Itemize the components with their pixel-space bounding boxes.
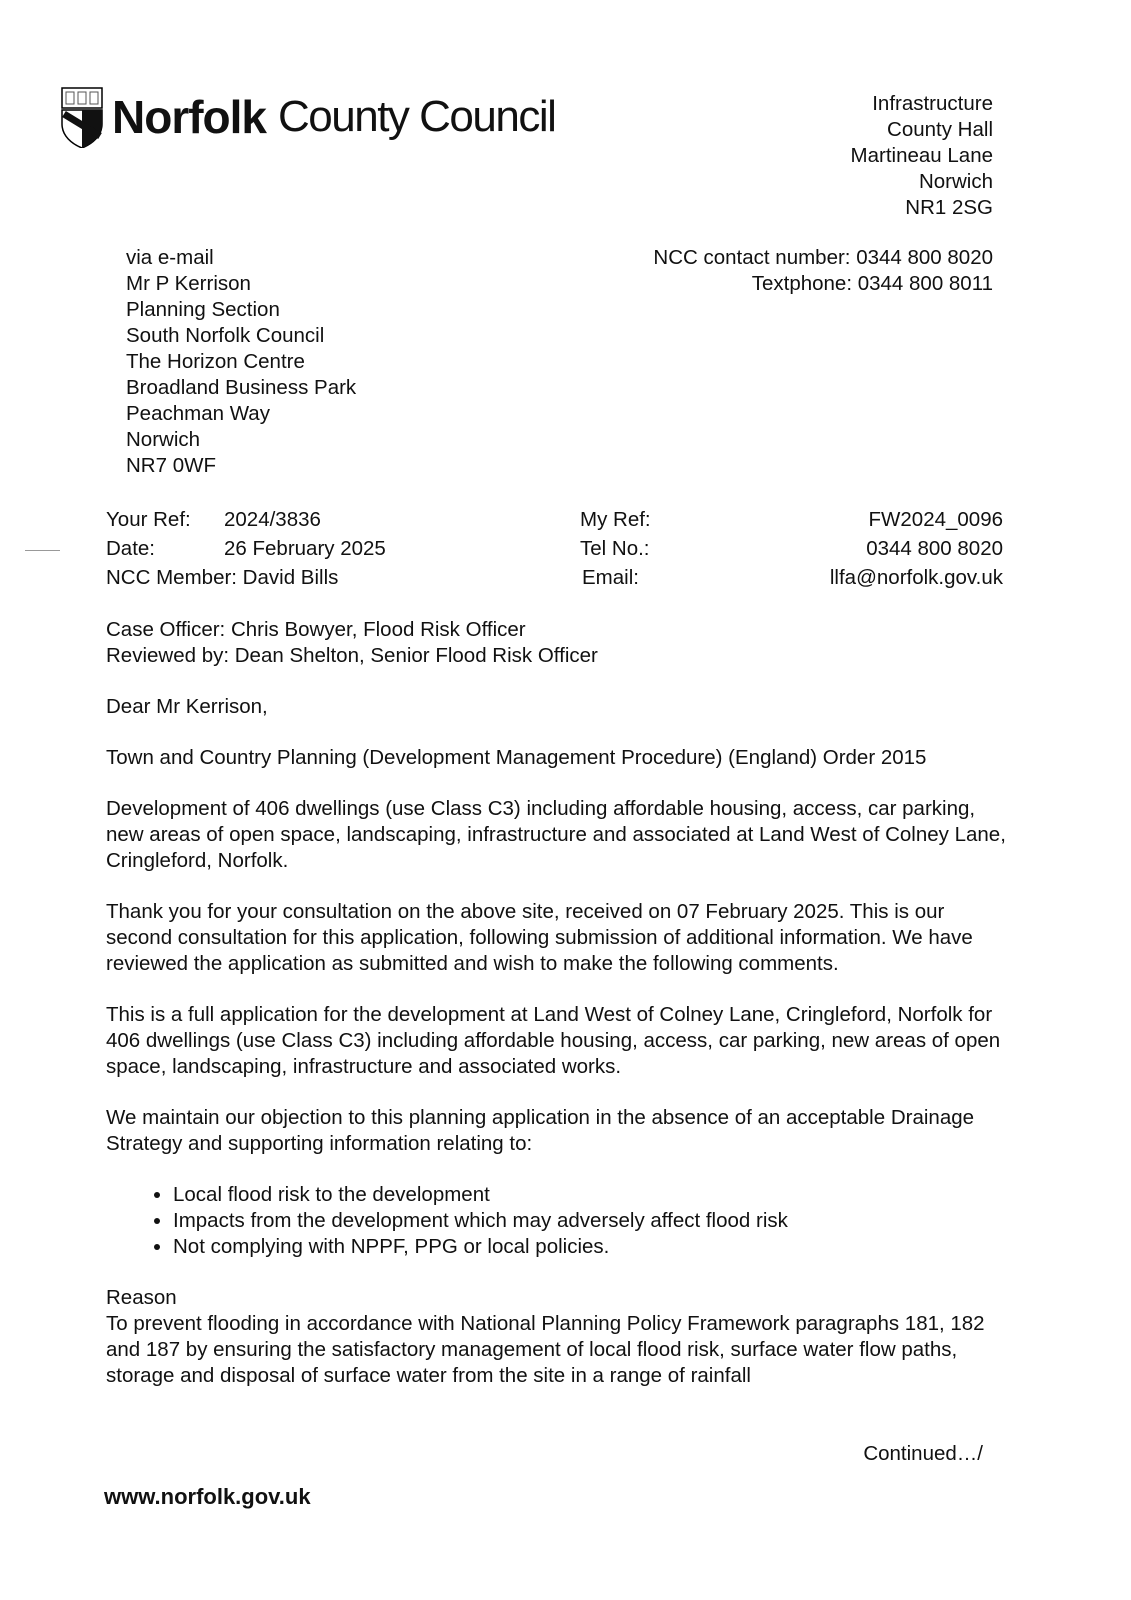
address-line: Peachman Way — [126, 402, 270, 425]
case-officer: Case Officer: Chris Bowyer, Flood Risk Officer — [106, 618, 526, 641]
logo-text-light: County Council — [278, 92, 556, 141]
address-line: Planning Section — [126, 298, 280, 321]
address-line: NR7 0WF — [126, 454, 216, 477]
salutation: Dear Mr Kerrison, — [106, 695, 268, 718]
sender-address — [851, 91, 993, 221]
date-value: 26 February 2025 — [224, 537, 386, 560]
my-ref-value: FW2024_0096 — [868, 508, 1003, 531]
reference-block — [106, 507, 1003, 594]
date-label: Date: — [106, 537, 155, 560]
tel-value: 0344 800 8020 — [866, 537, 1003, 560]
contact-numbers — [653, 245, 993, 297]
address-line: Norwich — [126, 428, 201, 451]
paragraph: This is a full application for the development at Land West of Colney Lane, Cringleford, Norfolk for 406 dwellings (use Class C3) including affordable housing, access, car parking, new areas of open space, landscaping, infrastructure and associated works. — [106, 1003, 1001, 1078]
address-line: Mr P Kerrison — [126, 272, 251, 295]
your-ref-value: 2024/3836 — [224, 508, 321, 531]
tel-label: Tel No.: — [580, 537, 650, 560]
address-line: NR1 2SG — [905, 196, 993, 219]
email-value: llfa@norfolk.gov.uk — [829, 566, 1003, 589]
ncc-member: NCC Member: David Bills — [106, 566, 339, 589]
paragraph: Thank you for your consultation on the above site, received on 07 February 2025. This is our second consultation for this application, following submission of additional information. We have reviewed the application as submitted and wish to make the following comments. — [106, 900, 973, 975]
paragraph: Town and Country Planning (Development Management Procedure) (England) Order 2015 — [106, 746, 927, 769]
paragraph: We maintain our objection to this planning application in the absence of an acceptable Drainage Strategy and supporting information relating to: — [106, 1106, 975, 1155]
council-logo — [60, 86, 555, 148]
list-item: • Not complying with NPPF, PPG or local policies. — [173, 1234, 1006, 1260]
recipient-address — [126, 245, 356, 479]
paragraph: Development of 406 dwellings (use Class C3) including affordable housing, access, car parking, new areas of open space, landscaping, infrastructure and associated at Land West of Colney Lane, Cringleford, Norfolk. — [106, 797, 1006, 872]
contact-line: Textphone: 0344 800 8011 — [751, 272, 993, 295]
objection-list — [106, 1182, 1006, 1260]
address-line: Infrastructure — [872, 92, 993, 115]
address-line: via e-mail — [126, 246, 214, 269]
address-line: Norwich — [918, 170, 993, 193]
email-label: Email: — [582, 566, 639, 589]
fold-mark — [25, 550, 60, 551]
coat-of-arms-icon — [60, 86, 104, 148]
contact-line: NCC contact number: 0344 800 8020 — [653, 246, 993, 269]
officers — [106, 617, 1006, 669]
address-line: Martineau Lane — [850, 144, 993, 167]
my-ref-label: My Ref: — [580, 508, 651, 531]
address-line: South Norfolk Council — [126, 324, 325, 347]
your-ref-label: Your Ref: — [106, 508, 191, 531]
reason-heading: Reason — [106, 1286, 177, 1309]
reason-text: To prevent flooding in accordance with National Planning Policy Framework paragraphs 181, 182 and 187 by ensuring the satisfactory management of local flood risk, surface water flow paths, storage and disposal of surface water from the site in a range of rainfall — [106, 1312, 985, 1387]
address-line: Broadland Business Park — [126, 376, 357, 399]
continued-note: Continued…/ — [863, 1442, 983, 1465]
logo-text-bold: Norfolk — [112, 91, 266, 143]
address-line: County Hall — [887, 118, 993, 141]
letter-body — [106, 617, 1006, 1389]
list-item: • Impacts from the development which may adversely affect flood risk — [173, 1208, 1006, 1234]
address-line: The Horizon Centre — [126, 350, 305, 373]
reviewer: Reviewed by: Dean Shelton, Senior Flood Risk Officer — [106, 644, 598, 667]
list-item: • Local flood risk to the development — [173, 1182, 1006, 1208]
website-footer: www.norfolk.gov.uk — [104, 1484, 311, 1509]
